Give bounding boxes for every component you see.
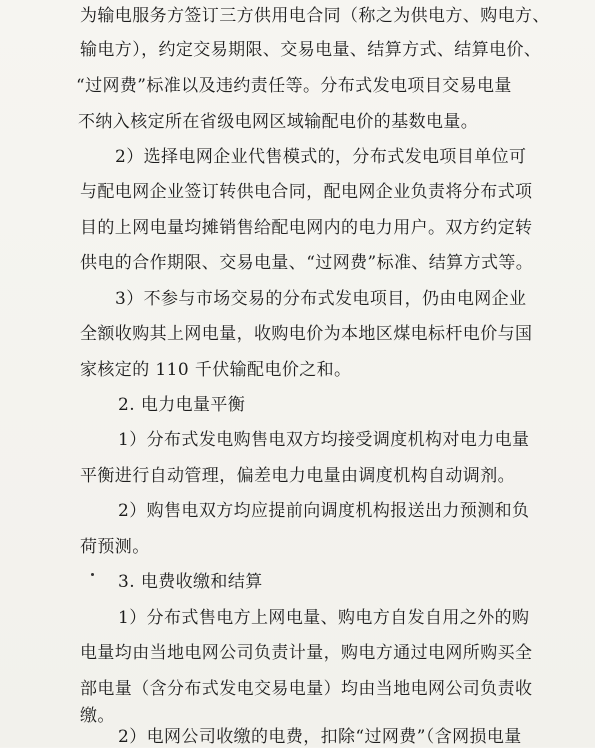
text-line: “过网费”标准以及违约责任等。分布式发电项目交易电量 bbox=[76, 76, 512, 96]
text-line: 2）购售电双方均应提前向调度机构报送出力预测和负 bbox=[118, 501, 530, 521]
text-line: 部电量（含分布式发电交易电量）均由当地电网公司负责收 bbox=[80, 679, 533, 699]
text-line: 荷预测。 bbox=[80, 537, 150, 557]
text-line: 目的上网电量均摊销售给配电网内的电力用户。双方约定转 bbox=[80, 218, 533, 238]
text-line: 1）分布式发电购售电双方均接受调度机构对电力电量 bbox=[118, 430, 530, 450]
text-line: 与配电网企业签订转供电合同，配电网企业负责将分布式项 bbox=[80, 182, 533, 202]
text-line: 为输电服务方签订三方供用电合同（称之为供电方、购电方、 bbox=[80, 6, 550, 26]
text-line: 2）电网公司收缴的电费，扣除“过网费”（含网损电量 bbox=[118, 727, 522, 747]
text-line: 电量均由当地电网公司负责计量，购电方通过电网所购买全 bbox=[80, 643, 533, 663]
text-line: 1）分布式售电方上网电量、购电方自发自用之外的购 bbox=[118, 608, 530, 628]
speck-mark bbox=[91, 573, 94, 576]
text-line: 2）选择电网企业代售模式的，分布式发电项目单位可 bbox=[115, 147, 527, 167]
text-line: 缴。 bbox=[80, 706, 115, 726]
text-line: 供电的合作期限、交易电量、“过网费”标准、结算方式等。 bbox=[80, 253, 534, 273]
section-heading: 3. 电费收缴和结算 bbox=[118, 572, 263, 592]
text-line: 全额收购其上网电量，收购电价为本地区煤电标杆电价与国 bbox=[80, 324, 533, 344]
text-line: 输电方），约定交易期限、交易电量、结算方式、结算电价、 bbox=[80, 40, 542, 60]
text-line: 家核定的 110 千伏输配电价之和。 bbox=[80, 360, 352, 380]
text-line: 3）不参与市场交易的分布式发电项目，仍由电网企业 bbox=[115, 289, 527, 309]
text-line: 不纳入核定所在省级电网区域输配电价的基数电量。 bbox=[78, 112, 479, 132]
text-line: 平衡进行自动管理，偏差电力电量由调度机构自动调剂。 bbox=[80, 466, 515, 486]
section-heading: 2. 电力电量平衡 bbox=[118, 395, 246, 415]
